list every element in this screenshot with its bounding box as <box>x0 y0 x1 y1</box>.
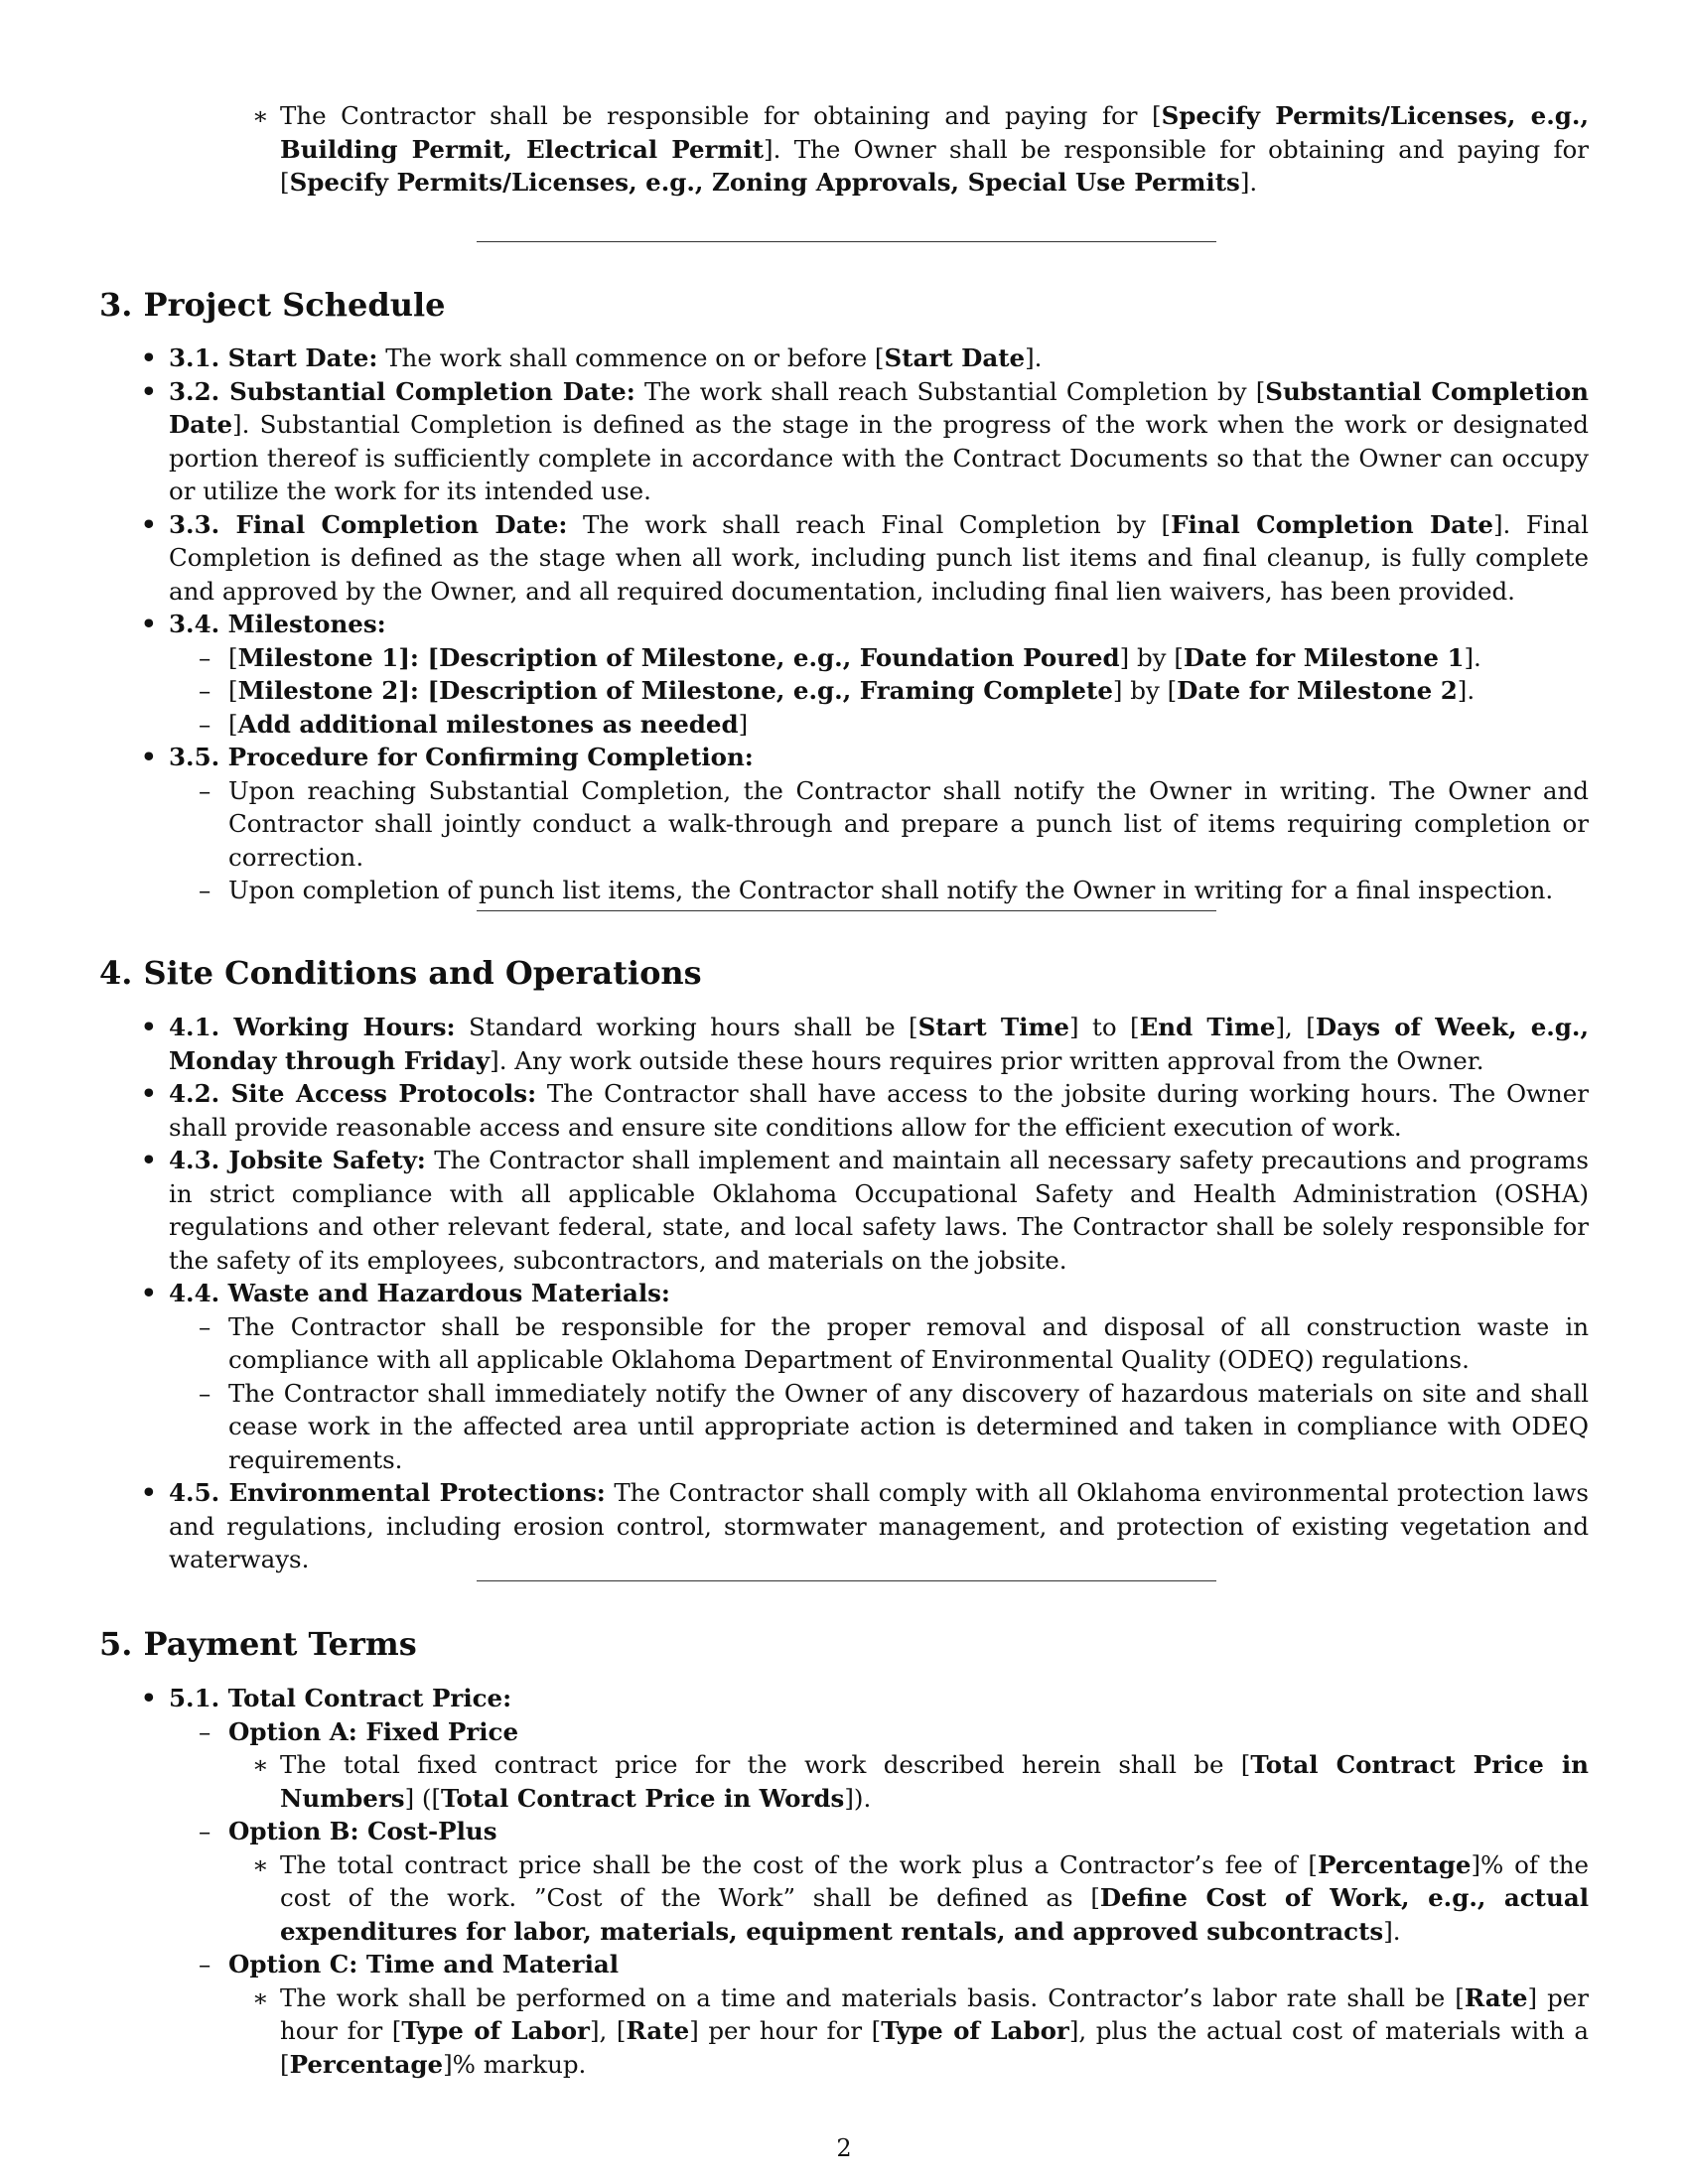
text: ]. The Owner shall be responsible for obtaining and paying for [ <box>280 134 1590 197</box>
milestone-item: – [Milestone 2]: [Description of Milestone, e.g., Framing Complete] by [Date for Milestone 2]. <box>99 674 1589 708</box>
list-item <box>99 99 1589 200</box>
section-divider <box>477 1580 1216 1581</box>
page-number: 2 <box>836 2134 852 2162</box>
option-text: ∗ The total fixed contract price for the work described herein shall be [Total Contract Price in Numbers] ([Total Contract Price in Words]). <box>99 1748 1589 1815</box>
list-item: • 3.3. Final Completion Date: The work shall reach Final Completion by [Final Completion Date]. Final Completion is defined as the stage when all work, including punch list items and final cleanup, is fully complete and approved by the Owner, and all required documentation, including final lien waivers, has been provided. <box>99 508 1589 609</box>
milestone-item: – [Add additional milestones as needed] <box>99 708 1589 742</box>
permits-paragraph <box>99 99 1589 200</box>
list-item: • 4.5. Environmental Protections: The Contractor shall comply with all Oklahoma environmental protection laws and regulations, including erosion control, stormwater management, and protection of existing vegetation and waterways. <box>99 1476 1589 1576</box>
list-item: • 3.2. Substantial Completion Date: The work shall reach Substantial Completion by [Substantial Completion Date]. Substantial Completion is defined as the stage in the progress of the work when the work or designated portion thereof is sufficiently complete in accordance with the Contract Documents so that the Owner can occupy or utilize the work for its intended use. <box>99 375 1589 508</box>
waste-item: – The Contractor shall immediately notify the Owner of any discovery of hazardous materials on site and shall cease work in the affected area until appropriate action is determined and taken in compliance with ODEQ requirements. <box>99 1377 1589 1477</box>
waste-item: – The Contractor shall be responsible for the proper removal and disposal of all construction waste in compliance with all applicable Oklahoma Department of Environmental Quality (ODEQ) regulations. <box>99 1310 1589 1377</box>
procedure-item: – Upon completion of punch list items, the Contractor shall notify the Owner in writing for a final inspection. <box>99 874 1589 907</box>
section-5-list <box>99 1682 1589 2081</box>
text: The Contractor shall be responsible for obtaining and paying for [ <box>280 101 1162 130</box>
option-text: ∗ The work shall be performed on a time and materials basis. Contractor’s labor rate shall be [Rate] per hour for [Type of Labor], [Rate] per hour for [Type of Labor], plus the actual cost of materials with a [Percentage]% markup. <box>99 1981 1589 2082</box>
milestone-item: – [Milestone 1]: [Description of Milestone, e.g., Foundation Poured] by [Date for Milestone 1]. <box>99 641 1589 675</box>
section-3-list <box>99 341 1589 907</box>
list-item: • 4.1. Working Hours: Standard working hours shall be [Start Time] to [End Time], [Days of Week, e.g., Monday through Friday]. Any work outside these hours requires prior written approval from the Owner. <box>99 1011 1589 1077</box>
option-heading: – Option B: Cost-Plus <box>99 1815 1589 1848</box>
option-text: ∗ The total contract price shall be the cost of the work plus a Contractor’s fee of [Percentage]% of the cost of the work. ”Cost of the Work” shall be defined as [Define Cost of Work, e.g., actual expenditures for labor, materials, equipment rentals, and approved subcontracts]. <box>99 1848 1589 1949</box>
list-item: • 4.4. Waste and Hazardous Materials: <box>99 1277 1589 1310</box>
list-item: • 3.5. Procedure for Confirming Completion: <box>99 741 1589 774</box>
list-item: • 4.3. Jobsite Safety: The Contractor shall implement and maintain all necessary safety precautions and programs in strict compliance with all applicable Oklahoma Occupational Safety and Health Administration (OSHA) regulations and other relevant federal, state, and local safety laws. The Contractor shall be solely responsible for the safety of its employees, subcontractors, and materials on the jobsite. <box>99 1144 1589 1277</box>
section-4-list <box>99 1011 1589 1576</box>
section-heading: 3. Project Schedule <box>99 286 446 324</box>
option-heading: – Option C: Time and Material <box>99 1948 1589 1981</box>
section-divider <box>477 910 1216 911</box>
section-heading: 4. Site Conditions and Operations <box>99 954 702 992</box>
section-heading: 5. Payment Terms <box>99 1625 417 1663</box>
list-item: • 5.1. Total Contract Price: <box>99 1682 1589 1715</box>
list-item: • 3.1. Start Date: The work shall commence on or before [Start Date]. <box>99 341 1589 375</box>
text: ]. <box>1239 168 1258 197</box>
list-item: • 3.4. Milestones: <box>99 608 1589 641</box>
placeholder: Specify Permits/Licenses, e.g., Zoning Approvals, Special Use Permits <box>289 168 1240 197</box>
option-heading: – Option A: Fixed Price <box>99 1715 1589 1749</box>
procedure-item: – Upon reaching Substantial Completion, the Contractor shall notify the Owner in writing. The Owner and Contractor shall jointly conduct a walk-through and prepare a punch list of items requiring completion or correction. <box>99 774 1589 875</box>
placeholder: Specify Permits/Licenses, e.g., Building Permit, Electrical Permit <box>280 101 1589 164</box>
section-divider <box>477 241 1216 242</box>
list-item: • 4.2. Site Access Protocols: The Contractor shall have access to the jobsite during working hours. The Owner shall provide reasonable access and ensure site conditions allow for the efficient execution of work. <box>99 1077 1589 1144</box>
